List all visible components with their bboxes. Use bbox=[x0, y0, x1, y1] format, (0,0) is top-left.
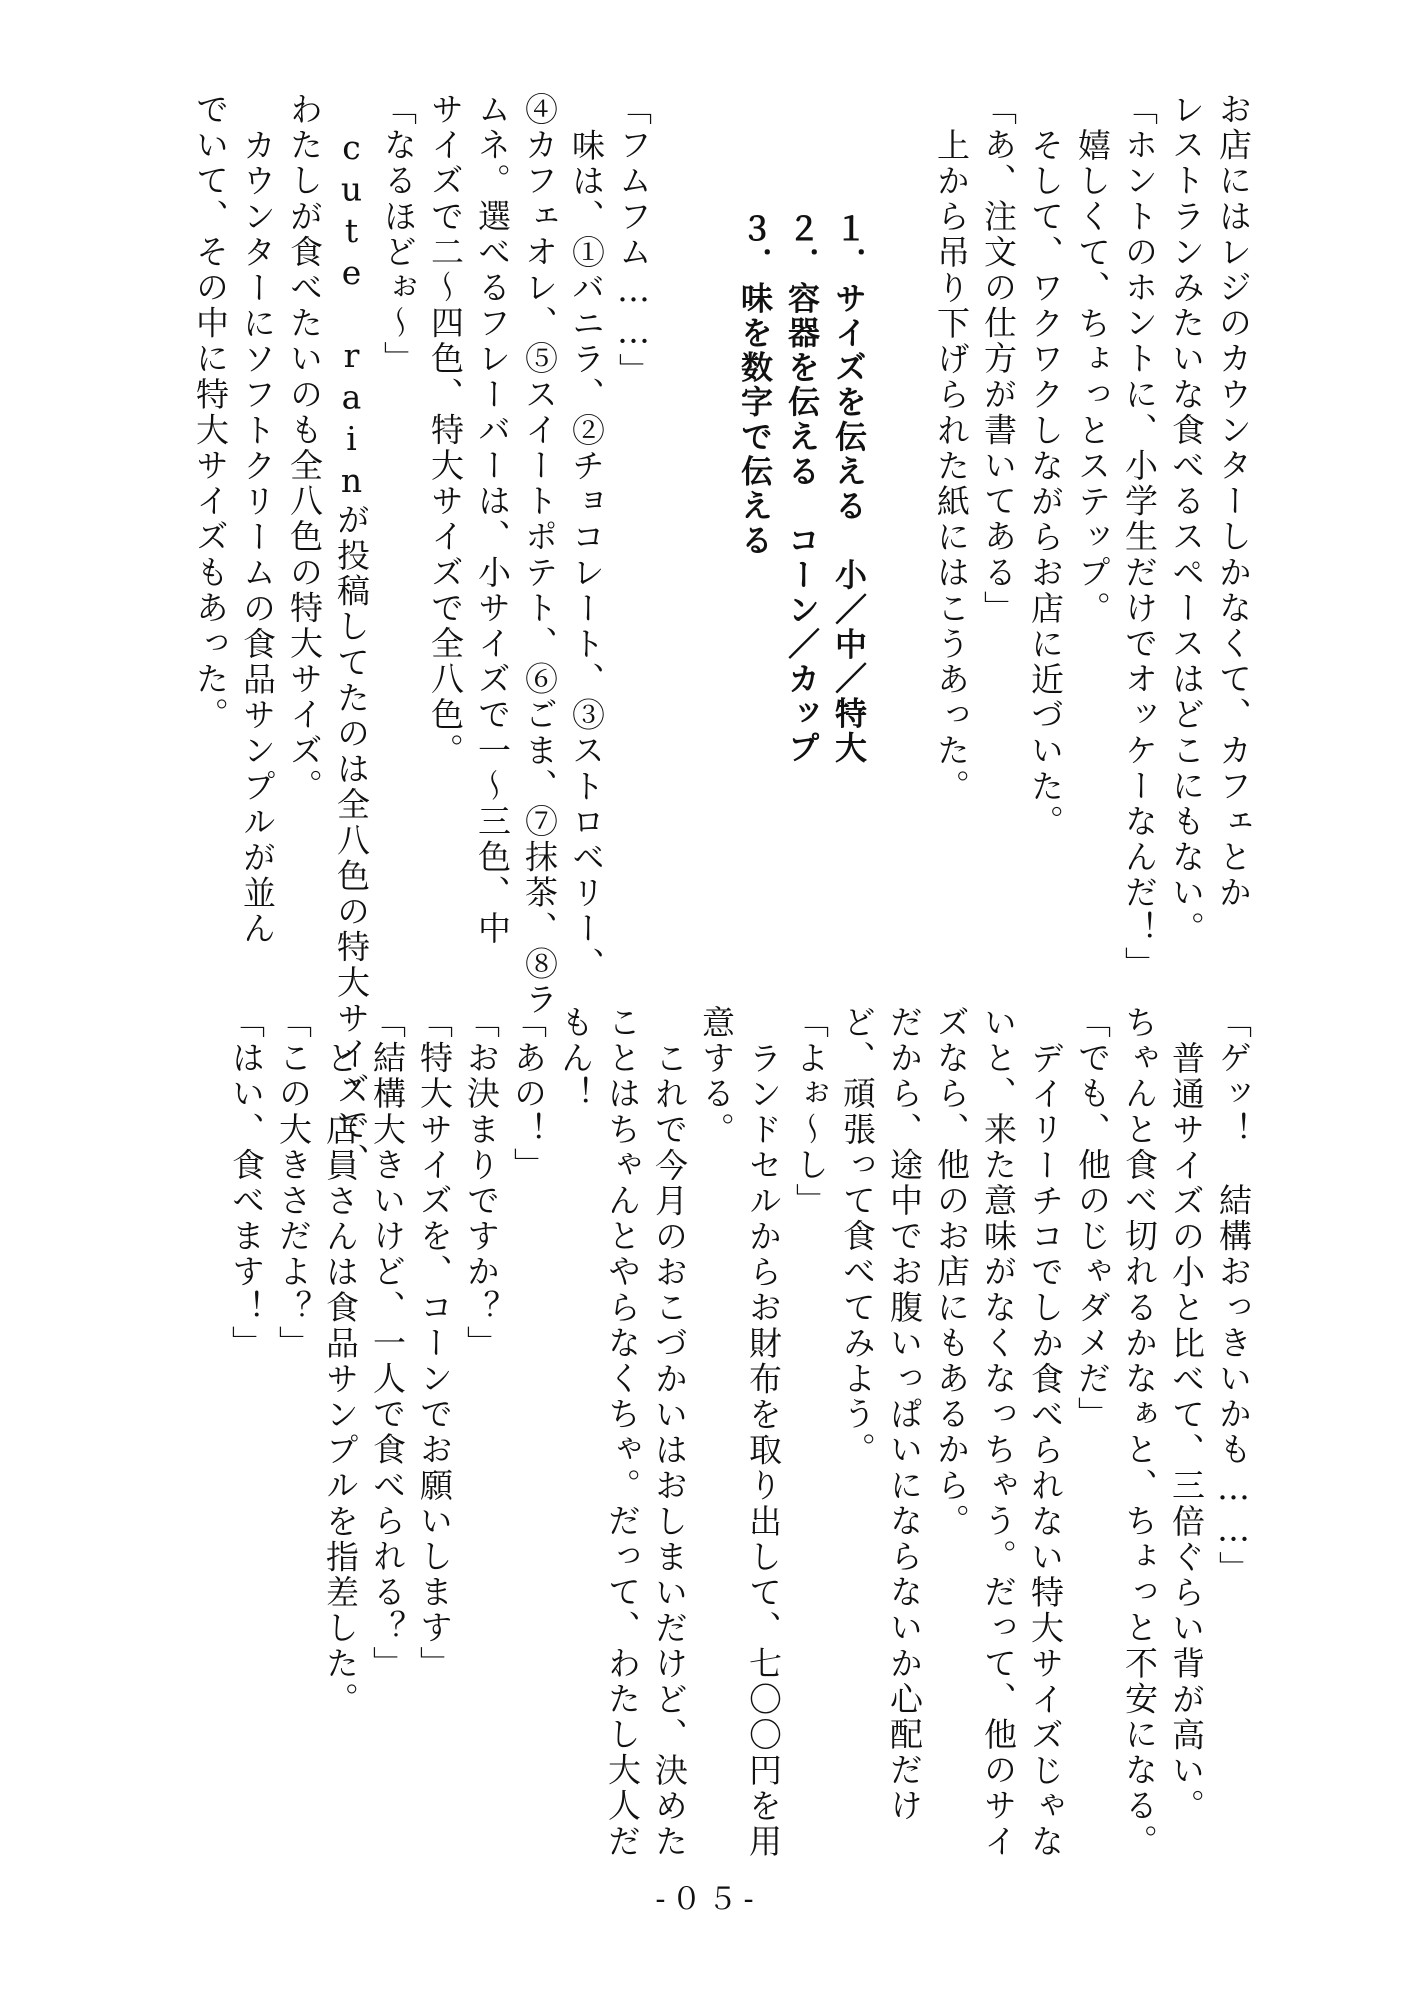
text-line: 嬉しくて、ちょっとステップ。 bbox=[1073, 128, 1112, 627]
dialogue-line: 「あ、注文の仕方が書いてある」 bbox=[979, 92, 1018, 626]
text-line: ど、頑張って食べてみよう。 bbox=[838, 1005, 877, 1468]
text-line: わたしが食べたいのも全八色の特大サイズ。 bbox=[285, 92, 324, 804]
text-line: ズなら、他のお店にもあるから。 bbox=[932, 1005, 971, 1539]
text-line: cute rainが投稿してたのは全八色の特大サイズで、 bbox=[332, 128, 371, 1179]
dialogue-line: 「この大きさだよ？」 bbox=[274, 1005, 313, 1361]
text-line: そして、ワクワクしながらお店に近づいた。 bbox=[1026, 128, 1065, 840]
text-line: デイリーチコでしか食べられない特大サイズじゃな bbox=[1026, 1041, 1065, 1860]
order-step-3: ３．味を数字で伝える bbox=[736, 212, 774, 558]
dialogue-line: 「結構大きいけど、一人で食べられる？」 bbox=[368, 1005, 407, 1682]
text-line: 味は、①バニラ、②チョコレート、③ストロベリー、 bbox=[567, 128, 606, 983]
lower-text-block bbox=[110, 1005, 1260, 1885]
text-line: レストランみたいな食べるスペースはどこにもない。 bbox=[1167, 92, 1206, 947]
text-line: お店にはレジのカウンターしかなくて、カフェとか bbox=[1214, 92, 1253, 911]
text-line: でいて、その中に特大サイズもあった。 bbox=[191, 92, 230, 733]
text-line: ことはちゃんとやらなくちゃ。だって、わたし大人だ bbox=[603, 1005, 642, 1860]
text-line: 普通サイズの小と比べて、三倍ぐらい背が高い。 bbox=[1167, 1041, 1206, 1825]
text-line: と、店員さんは食品サンプルを指差した。 bbox=[321, 1041, 360, 1718]
text-line: 上から吊り下げられた紙にはこうあった。 bbox=[932, 128, 971, 805]
dialogue-line: 「でも、他のじゃダメだ」 bbox=[1073, 1005, 1112, 1433]
text-line: ちゃんと食べ切れるかなぁと、ちょっと不安になる。 bbox=[1120, 1005, 1159, 1860]
order-step-1: １．サイズを伝える 小／中／特大 bbox=[830, 212, 868, 766]
text-line: これで今月のおこづかいはおしまいだけど、決めた bbox=[650, 1041, 689, 1860]
text-line: もん！ bbox=[556, 1005, 595, 1112]
text-line: だから、途中でお腹いっぱいにならないか心配だけ bbox=[885, 1005, 924, 1824]
dialogue-line: 「特大サイズを、コーンでお願いします」 bbox=[415, 1005, 454, 1682]
text-line: ムネ。選べるフレーバーは、小サイズで一～三色、中 bbox=[473, 92, 512, 947]
page-number: -０５- bbox=[655, 1882, 760, 1917]
dialogue-line: 「お決まりですか？」 bbox=[462, 1005, 501, 1361]
dialogue-line: 「ホントのホントに、小学生だけでオッケーなんだ！」 bbox=[1120, 92, 1159, 982]
text-line: ④カフェオレ、⑤スイートポテト、⑥ごま、⑦抹茶、⑧ラ bbox=[520, 92, 559, 1018]
dialogue-line: 「はい、食べます！」 bbox=[227, 1005, 266, 1361]
dialogue-line: 「あの！」 bbox=[509, 1005, 548, 1183]
dialogue-line: 「なるほどぉ～」 bbox=[379, 92, 418, 377]
dialogue-line: 「ゲッ！ 結構おっきいかも……」 bbox=[1214, 1005, 1253, 1587]
text-line: サイズで二～四色、特大サイズで全八色。 bbox=[426, 92, 465, 769]
text-line: ランドセルからお財布を取り出して、七〇〇円を用 bbox=[744, 1041, 783, 1860]
dialogue-line: 「よぉ～し」 bbox=[791, 1005, 830, 1219]
text-line: いと、来た意味がなくなっちゃう。だって、他のサイ bbox=[979, 1005, 1018, 1860]
text-line: カウンターにソフトクリームの食品サンプルが並ん bbox=[238, 128, 277, 947]
text-line: 意する。 bbox=[697, 1005, 736, 1148]
dialogue-line: 「フムフム……」 bbox=[614, 92, 653, 389]
order-step-2: ２．容器を伝える コーン／カップ bbox=[783, 212, 821, 766]
